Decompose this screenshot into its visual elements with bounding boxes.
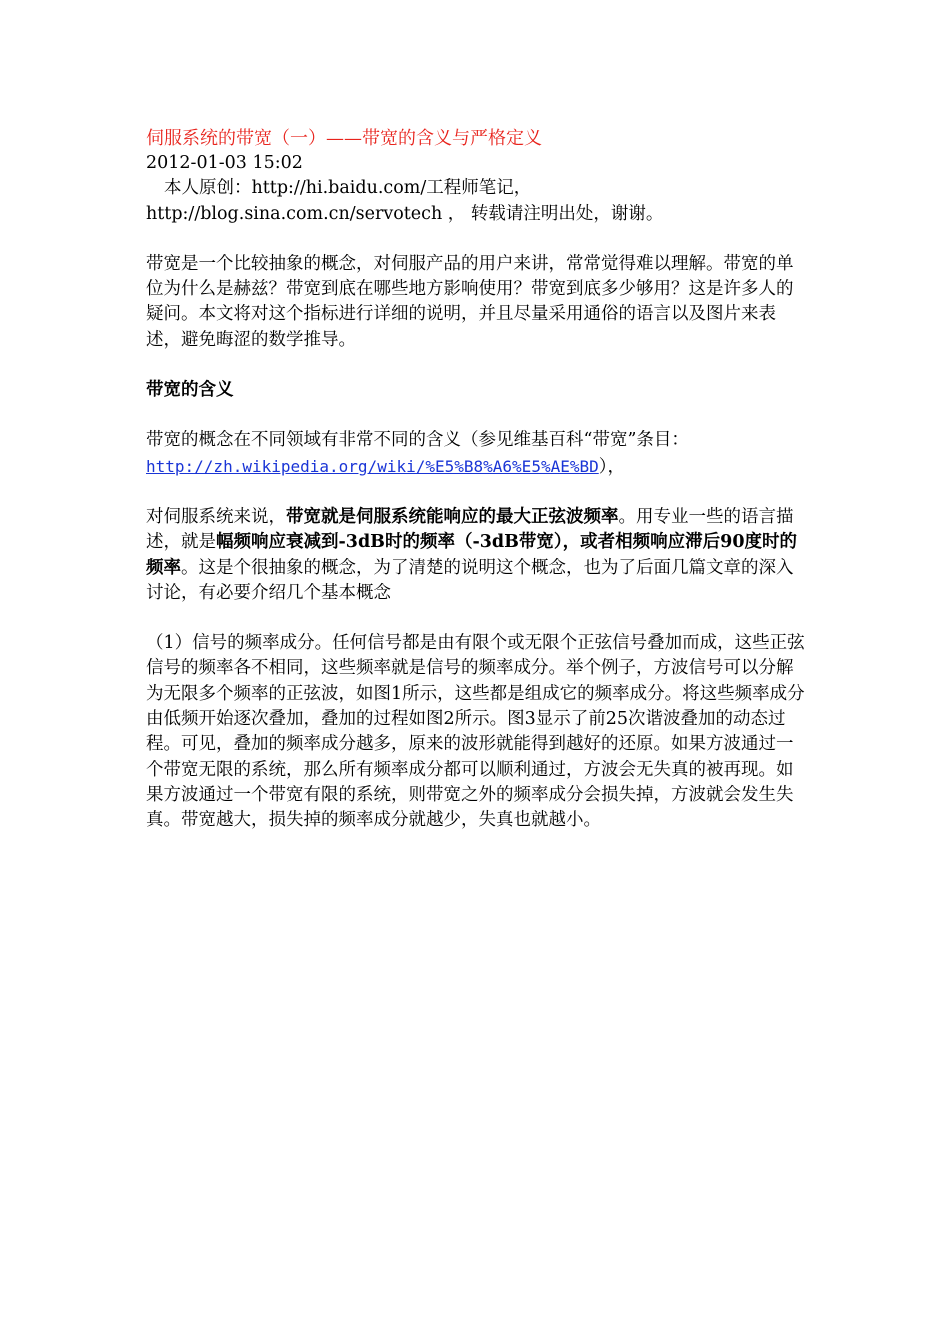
def-bold-2: 幅频响应衰减到-3dB时的频率（-3dB带宽），或者相频响应滞后90度时的频率 xyxy=(146,532,798,578)
article-date: 2012-01-03 15:02 xyxy=(146,153,303,173)
wiki-link[interactable]: http://zh.wikipedia.org/wiki/%E5%B8%A6%E5%AE%BD xyxy=(146,456,599,476)
def-part-3: 。这是个很抽象的概念，为了清楚的说明这个概念，也为了后面几篇文章的深入讨论，有必要介绍几个基本概念 xyxy=(146,557,794,603)
source-line-1: 本人原创：http://hi.baidu.com/工程师笔记， xyxy=(164,178,532,199)
intro-paragraph: 带宽是一个比较抽象的概念，对伺服产品的用户来讲，常常觉得难以理解。带宽的单位为什么是赫兹？带宽到底在哪些地方影响使用？带宽到底多少够用？这是许多人的疑问。本文将对这个指标进行详细的说明，并且尽量采用通俗的语言以及图片来表述，避免晦涩的数学推导。 xyxy=(146,253,794,350)
concept-tail: ）， xyxy=(598,456,625,477)
spacer xyxy=(146,480,806,505)
def-part-1: 对伺服系统来说， xyxy=(146,506,286,527)
def-part-2: 。用专业一些的语言描述，就是 xyxy=(146,506,794,553)
definition-paragraph xyxy=(146,505,806,606)
section-heading: 带宽的含义 xyxy=(146,380,234,401)
spacer xyxy=(146,403,806,428)
def-bold-1: 带宽就是伺服系统能响应的最大正弦波频率 xyxy=(286,506,619,527)
document-page xyxy=(146,126,806,834)
concept-paragraph xyxy=(146,428,806,480)
spacer xyxy=(146,353,806,378)
concept-text: 带宽的概念在不同领域有非常不同的含义（参见维基百科“带宽”条目： xyxy=(146,430,689,451)
spacer xyxy=(146,227,806,252)
article-title: 伺服系统的带宽（一）——带宽的含义与严格定义 xyxy=(146,128,542,149)
source-line-2: http://blog.sina.com.cn/servotech ， 转载请注明出处，谢谢。 xyxy=(146,203,664,224)
point-1-paragraph: （1）信号的频率成分。任何信号都是由有限个或无限个正弦信号叠加而成，这些正弦信号的频率各不相同，这些频率就是信号的频率成分。举个例子，方波信号可以分解为无限多个频率的正弦波，如图1所示，这些都是组成它的频率成分。将这些频率成分由低频开始逐次叠加，叠加的过程如图2所示。图3显示了前25次谐波叠加的动态过程。可见，叠加的频率成分越多，原来的波形就能得到越好的还原。如果方波通过一个带宽无限的系统，那么所有频率成分都可以顺利通过，方波会无失真的被再现。如果方波通过一个带宽有限的系统，则带宽之外的频率成分会损失掉，方波就会发生失真。带宽越大，损失掉的频率成分就越少，失真也就越小。 xyxy=(146,633,805,831)
spacer xyxy=(146,606,806,631)
